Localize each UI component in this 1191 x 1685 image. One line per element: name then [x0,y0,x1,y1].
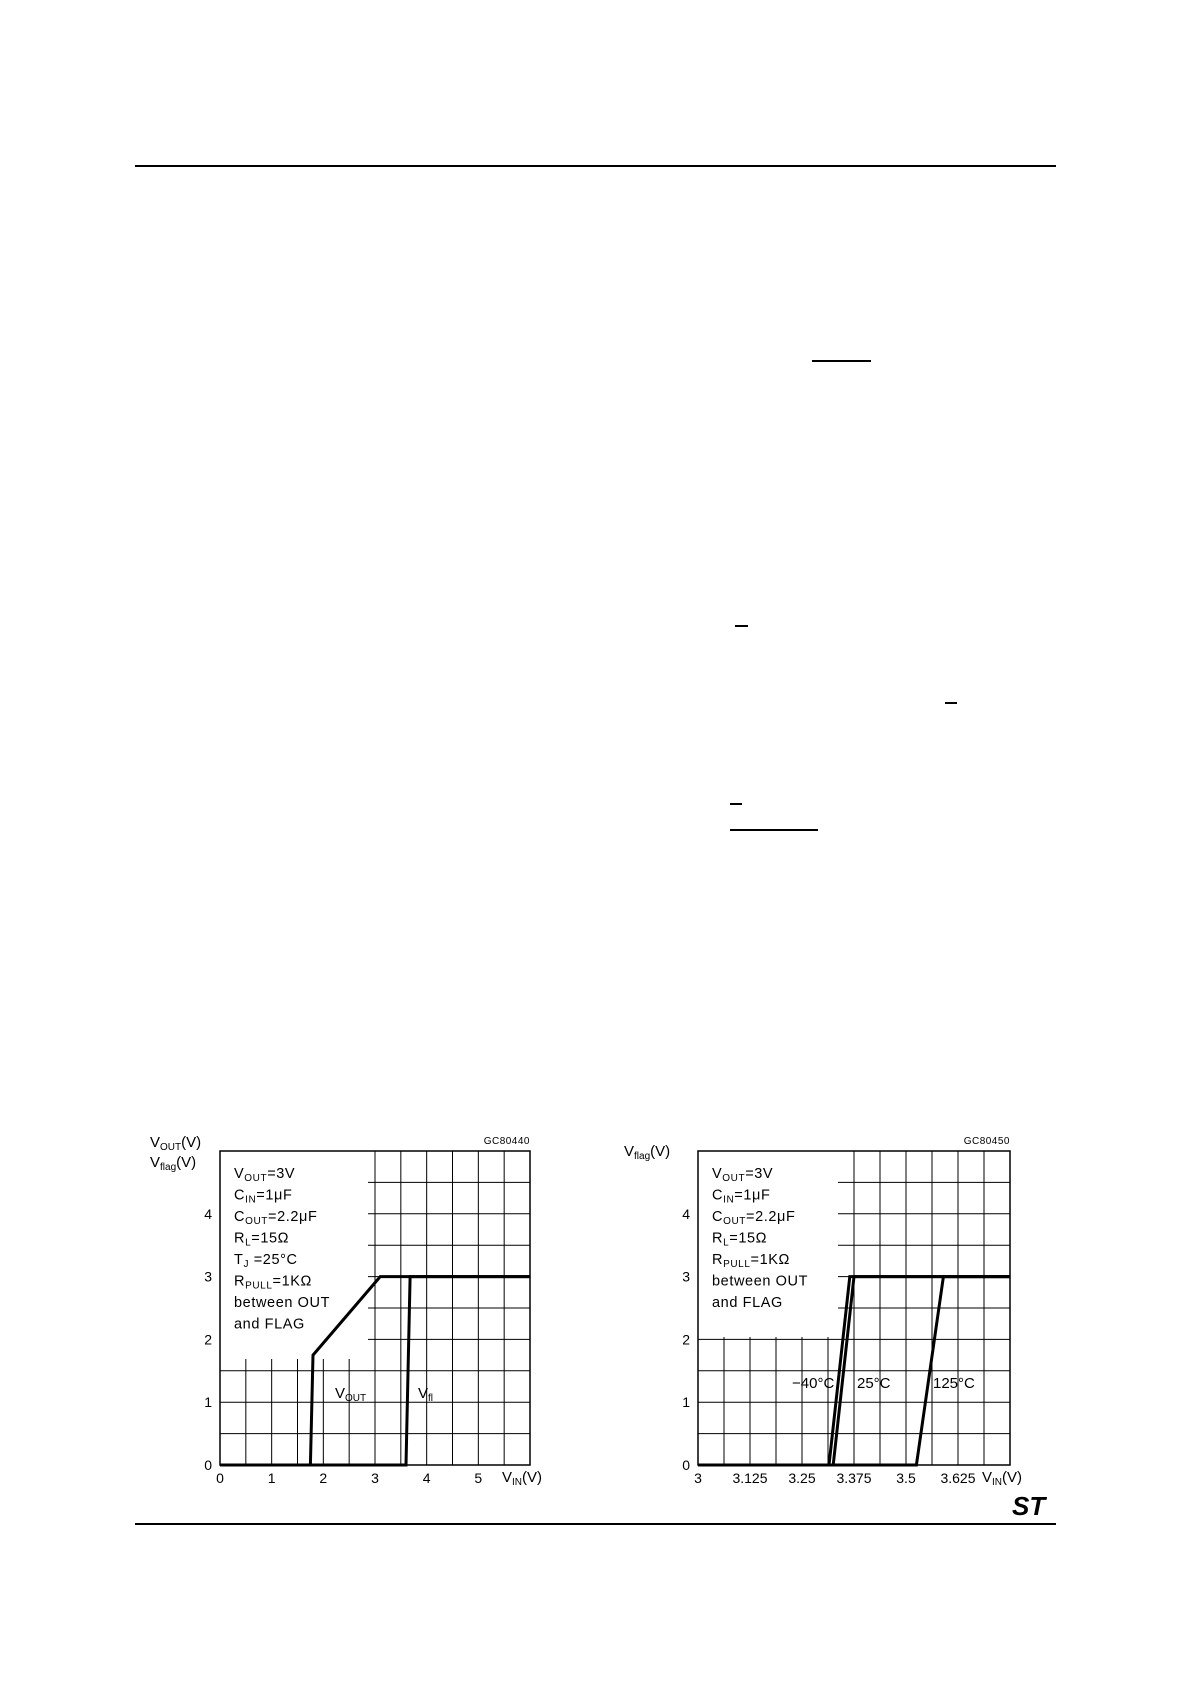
condition-line: $R_L=15\Omega$ [234,1230,290,1249]
condition-line: $R_{PULL}=1K\Omega$ [712,1252,790,1270]
x-tick-label: 2 [319,1470,328,1486]
y-tick-label: 4 [204,1205,212,1222]
condition-line: $R_{PULL}=1K\Omega$ [234,1273,312,1292]
y-tick-label: 3 [682,1268,690,1285]
y-tick-label: 4 [682,1205,690,1222]
condition-line: $C_{IN}=1\mu F$ [234,1187,293,1206]
condition-line: $V_{OUT}=3V$ [712,1166,774,1184]
footer-rule [135,1523,1056,1525]
condition-line: $T_J =25^\circ C$ [234,1252,298,1270]
y-tick-label: 1 [204,1394,212,1411]
y-tick-label: 0 [682,1457,690,1473]
x-tick-label: 5 [474,1470,483,1486]
overline-mark [735,625,748,627]
y-tick-label: 3 [204,1268,212,1285]
figure-code: GC80450 [963,1136,1010,1147]
x-tick-label: 3.125 [732,1470,768,1486]
overline-mark [730,803,742,805]
series-label: $V_{fl}$ [418,1385,434,1404]
overline-mark [945,702,957,704]
overline-mark [730,829,818,831]
condition-line: and FLAG [234,1316,305,1333]
x-tick-label: 3 [371,1470,379,1486]
x-tick-label: 1 [267,1470,276,1486]
series-label: 25°C [857,1375,891,1392]
x-tick-label: 3.375 [836,1470,872,1486]
x-tick-label: 3 [694,1470,702,1486]
condition-line: $C_{OUT}=2.2\mu F$ [234,1209,318,1227]
overline-mark [812,360,871,362]
st-logo [1010,1493,1056,1519]
y-tick-label: 0 [204,1457,212,1473]
x-tick-label: 3.625 [940,1470,976,1486]
series-label: $V_{OUT}$ [335,1385,367,1404]
x-tick-label: 4 [422,1470,431,1486]
chart-vout-vflag-vs-vin [150,1130,570,1490]
y-tick-label: 2 [204,1331,212,1348]
y-tick-label: 1 [682,1394,690,1411]
condition-line: between OUT [234,1295,331,1311]
condition-line: $C_{OUT}=2.2\mu F$ [712,1209,796,1227]
series-label: −40°C [792,1375,835,1392]
figure-code: GC80440 [483,1136,530,1147]
condition-line: and FLAG [712,1295,783,1311]
y-axis-label: $V_{OUT}(V)$ [150,1134,202,1153]
condition-line: $V_{OUT}=3V$ [234,1166,296,1184]
y-tick-label: 2 [682,1331,690,1348]
x-tick-label: 0 [216,1470,224,1486]
header-rule [135,165,1056,167]
condition-line: $R_L=15\Omega$ [712,1230,768,1249]
condition-line: $C_{IN}=1\mu F$ [712,1187,771,1206]
x-tick-label: 3.5 [896,1470,916,1486]
condition-line: between OUT [712,1273,809,1290]
y-axis-label: $V_{flag}(V)$ [624,1143,671,1162]
st-logo-text: ST [1012,1491,1046,1521]
x-tick-label: 3.25 [788,1470,816,1486]
series-label: 125°C [933,1375,975,1392]
x-axis-label: $V_{IN}(V)$ [982,1469,1023,1488]
chart-vflag-vs-vin-temperature [624,1130,1050,1490]
y-axis-label: $V_{flag}(V)$ [150,1154,197,1173]
x-axis-label: $V_{IN}(V)$ [502,1469,543,1488]
